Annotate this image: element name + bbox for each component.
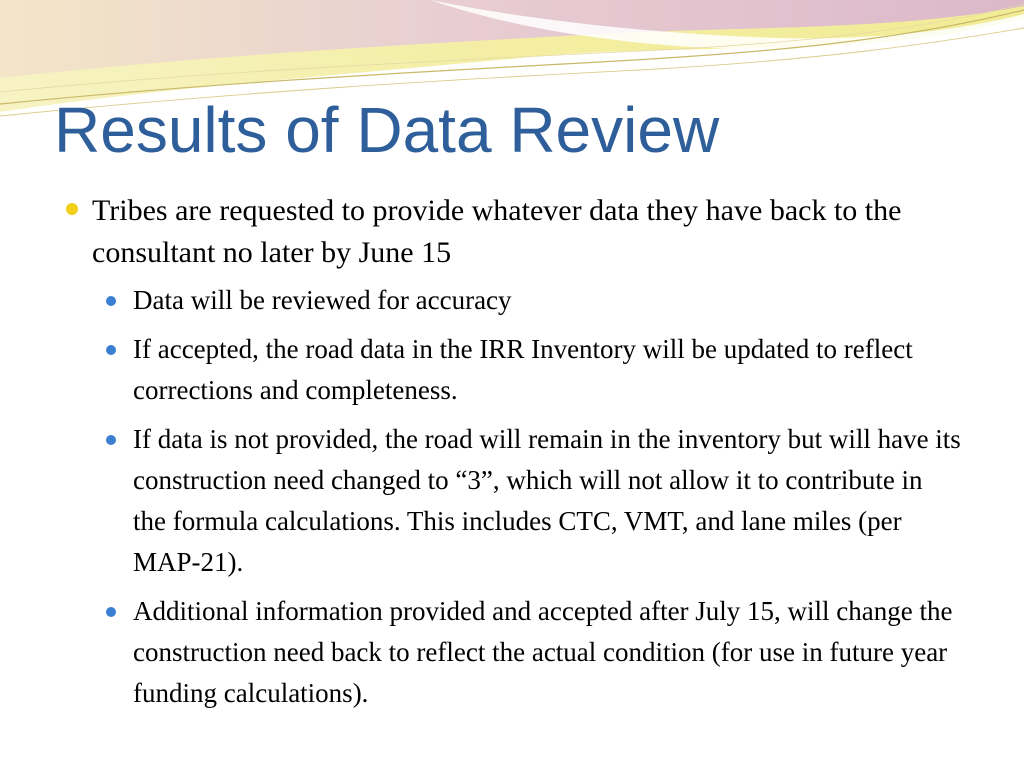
main-bullet-text: Tribes are requested to provide whatever data they have back to the consultant no later by June 15 bbox=[92, 194, 902, 269]
bullet-marker bbox=[106, 296, 116, 306]
sub-bullet-text: Additional information provided and accepted after July 15, will change the construction need back to reflect the actual condition (for use in future year funding calculations). bbox=[133, 596, 953, 708]
sub-bullet-text: If accepted, the road data in the IRR Inventory will be updated to reflect corrections and completeness. bbox=[133, 334, 913, 405]
list-item-main bbox=[62, 190, 962, 274]
list-item bbox=[102, 329, 962, 411]
bullet-marker bbox=[106, 607, 116, 617]
bullet-marker bbox=[106, 345, 116, 355]
sub-bullet-text: If data is not provided, the road will remain in the inventory but will have its construction need changed to “3”, which will not allow it to contribute in the formula calculations. This includes CTC, VMT, and lane miles (per MAP-21). bbox=[133, 424, 961, 577]
bullet-marker-main bbox=[66, 203, 78, 215]
list-item bbox=[102, 419, 962, 583]
list-item bbox=[102, 591, 962, 714]
bullet-marker bbox=[106, 435, 116, 445]
list-item bbox=[102, 280, 962, 321]
bullet-list bbox=[62, 190, 962, 722]
sub-bullet-list bbox=[62, 280, 962, 714]
sub-bullet-text: Data will be reviewed for accuracy bbox=[133, 285, 512, 315]
slide-title: Results of Data Review bbox=[54, 94, 720, 166]
